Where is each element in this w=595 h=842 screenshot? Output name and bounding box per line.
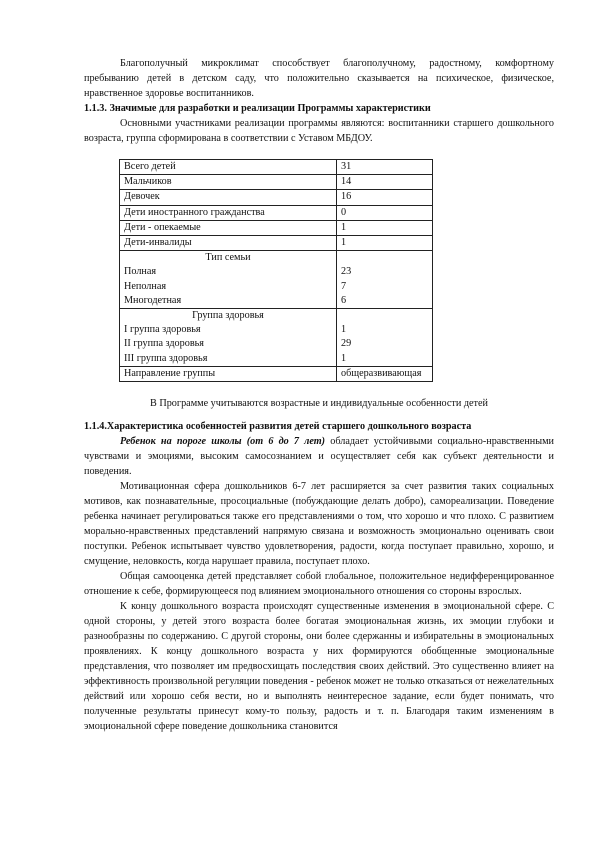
table-caption: В Программе учитываются возрастные и индивидуальные особенности детей	[150, 398, 488, 410]
table-cell-value: 1	[337, 236, 433, 251]
table-cell-value: 14	[337, 175, 433, 190]
family-type-title: Тип семьи	[205, 252, 251, 264]
table-cell-value: 1	[337, 220, 433, 235]
family-type-value: 23	[341, 266, 352, 278]
table-cell-label: Мальчиков	[120, 175, 337, 190]
health-group-label: II группа здоровья	[124, 338, 204, 350]
health-group-title: Группа здоровья	[192, 310, 264, 322]
table-row	[120, 236, 433, 251]
table-row	[120, 205, 433, 220]
family-type-value: 7	[341, 280, 347, 292]
health-group-values	[337, 309, 433, 367]
table-cell-value: 16	[337, 190, 433, 205]
family-type-label: Неполная	[124, 280, 167, 292]
family-type-values	[337, 251, 433, 309]
emotional-sphere-paragraph: К концу дошкольного возраста происходят существенные изменения в эмоциональной сфере. С одной стороны, у детей этого возраста более богатая эмоциональная жизнь, их эмоции глубоки и разнообразны по содержанию. С другой стороны, они более сдержанны и избирательны в эмоциональных проявлениях. К концу дошкольного возраста у них формируются обобщенные эмоциональные представления, что позволяет им предвосхищать последствия своих действий. Это существенно влияет на эффективность произвольной регуляции поведения - ребенок может не только отказаться от нежелательных действий или хорошо себя вести, но и выполнять неинтересное задание, если будет понимать, что полученные результаты принесут кому-то пользу, радость и т. п. Благодаря таким изменениям в эмоциональной сфере поведение дошкольника становится	[84, 601, 554, 733]
table-cell-value: 31	[337, 160, 433, 175]
table-row	[120, 160, 433, 175]
table-row-health-group	[120, 309, 433, 367]
group-stats-table	[119, 159, 433, 382]
health-group-label: III группа здоровья	[124, 352, 208, 364]
table-row	[120, 175, 433, 190]
self-esteem-paragraph: Общая самооценка детей представляет собой глобальное, положительное недифференцированное отношение к себе, формирующееся под влиянием эмоционального отношения со стороны взрослых.	[84, 571, 554, 598]
table-cell-label: Дети-инвалиды	[120, 236, 337, 251]
emphasis-text: Ребенок на пороге школы (от 6 до 7 лет)	[120, 436, 326, 448]
health-group-value: 1	[341, 352, 347, 364]
family-type-cell	[120, 251, 337, 309]
table-cell-label: Дети - опекаемые	[120, 220, 337, 235]
table-cell-value: общеразвивающая	[337, 366, 433, 381]
table-cell-label: Дети иностранного гражданства	[120, 205, 337, 220]
participants-paragraph: Основными участниками реализации программы являются: воспитанники старшего дошкольного возраста, группа сформирована в соответствии с Уставом МБДОУ.	[84, 118, 554, 144]
table-row-family-type	[120, 251, 433, 309]
table-cell-label: Направление группы	[120, 366, 337, 381]
table-cell-label: Всего детей	[120, 160, 337, 175]
family-type-label: Полная	[124, 266, 157, 278]
intro-paragraph: Благополучный микроклимат способствует благополучному, радостному, комфортному пребыванию детей в детском саду, что положительно сказывается на психическое, физическое, нравственное здоровье воспитанников.	[84, 58, 554, 99]
health-group-label: I группа здоровья	[124, 324, 201, 336]
motivation-paragraph: Мотивационная сфера дошкольников 6-7 лет расширяется за счет развития таких социальных мотивов, как познавательные, просоциальные (побуждающие делать добро), самореализации. Поведение ребенка начинает регулироваться также его представлениями о том, что хорошо и что плохо. С развитием морально-нравственных представлений напрямую связана и возможность эмоционально оценивать свои поступки. Ребенок испытывает чувство удовлетворения, радости, когда поступает правильно, хорошо, и смущение, неловкость, когда нарушает правила, поступает плохо.	[84, 481, 554, 568]
table-row	[120, 190, 433, 205]
family-type-value: 6	[341, 294, 347, 306]
family-type-label: Многодетная	[124, 294, 182, 306]
paragraph-text: обладает устойчивыми социально-нравственными чувствами и эмоциями, высоким самосознанием и осуществляет себя как субъект деятельности и поведения.	[84, 436, 554, 478]
section-heading-1-1-4: 1.1.4.Характеристика особенностей развития детей старшего дошкольного возраста	[84, 421, 472, 433]
health-group-cell	[120, 309, 337, 367]
table-cell-label: Девочек	[120, 190, 337, 205]
section-heading-1-1-3: 1.1.3. Значимые для разработки и реализации Программы характеристики	[84, 103, 431, 114]
table-cell-value: 0	[337, 205, 433, 220]
health-group-value: 1	[341, 324, 347, 336]
child-threshold-paragraph	[84, 434, 554, 479]
health-group-value: 29	[341, 338, 352, 350]
table-row	[120, 366, 433, 381]
table-row	[120, 220, 433, 235]
document-page	[84, 56, 554, 734]
